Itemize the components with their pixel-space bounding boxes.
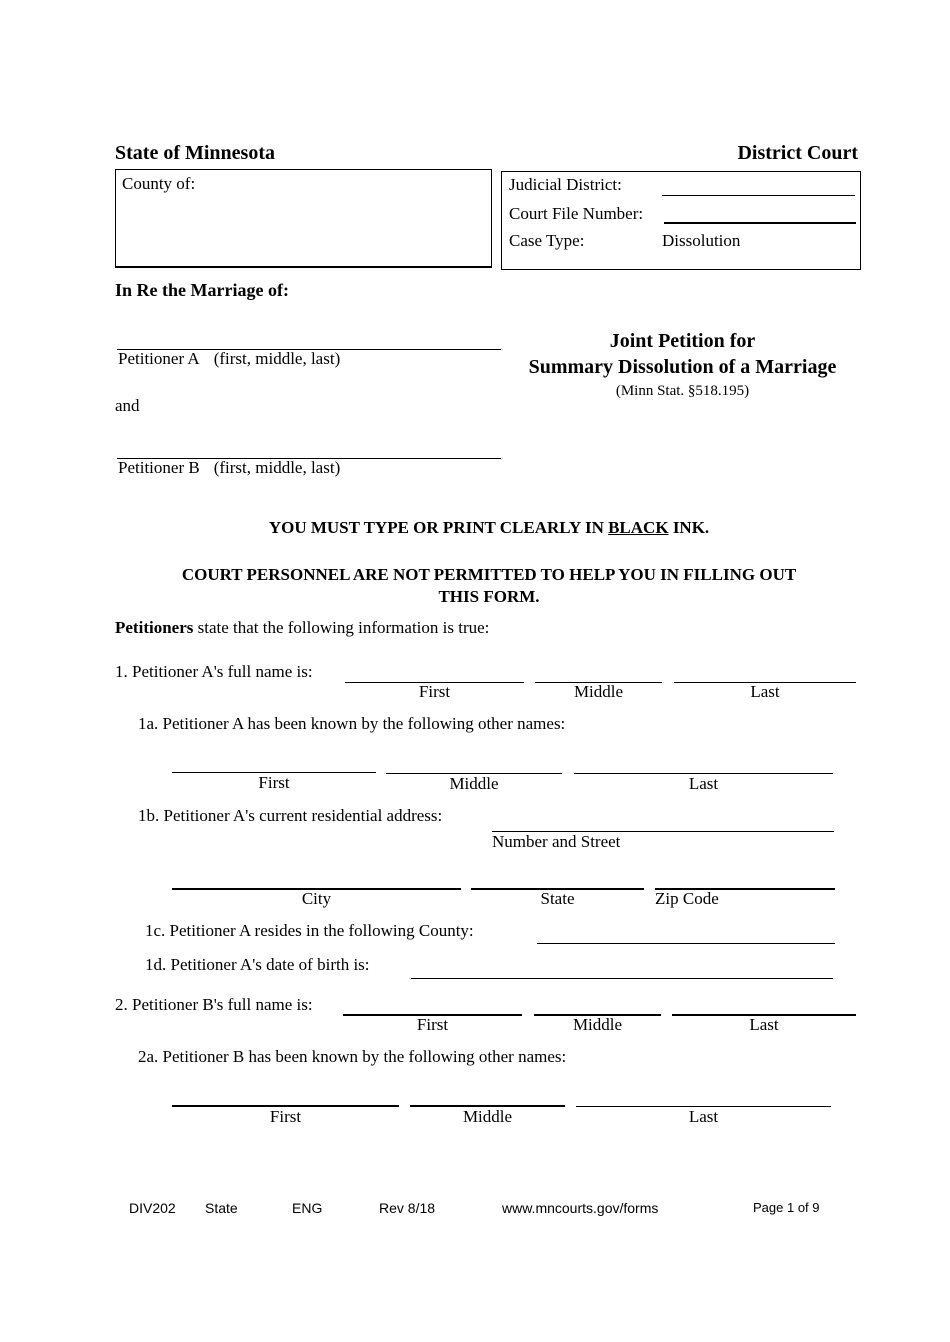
footer-language: ENG — [292, 1200, 323, 1216]
first-caption: First — [416, 1015, 449, 1034]
intro-bold: Petitioners — [115, 618, 194, 637]
petitioner-b-text: Petitioner B — [118, 458, 200, 477]
footer-page-number: Page 1 of 9 — [753, 1200, 820, 1215]
statute-citation: (Minn Stat. §518.195) — [615, 383, 750, 399]
first-caption: First — [418, 682, 451, 701]
court-heading: District Court — [737, 142, 858, 164]
last-caption: Last — [688, 1107, 719, 1126]
case-type-value: Dissolution — [662, 231, 741, 250]
middle-caption: Middle — [449, 774, 499, 793]
footer-state: State — [205, 1200, 238, 1216]
and-text: and — [115, 396, 140, 415]
last-caption: Last — [749, 1015, 779, 1034]
ink-notice-black: BLACK — [608, 518, 669, 537]
last-caption: Last — [688, 774, 719, 793]
item-1-label: 1. Petitioner A's full name is: — [115, 662, 313, 681]
county-box — [115, 169, 492, 268]
court-file-number-field[interactable] — [664, 222, 856, 224]
zip-caption: Zip Code — [655, 889, 719, 908]
personnel-notice-line1: COURT PERSONNEL ARE NOT PERMITTED TO HELP YOU IN FILLING OUT — [181, 565, 797, 584]
footer-revision: Rev 8/18 — [379, 1200, 436, 1216]
petitioner-a-label — [118, 349, 340, 369]
item-1b-label: 1b. Petitioner A's current residential address: — [138, 806, 443, 825]
petitioner-b-label — [118, 458, 340, 478]
item-2-label: 2. Petitioner B's full name is: — [115, 995, 313, 1014]
item-1d-label: 1d. Petitioner A's date of birth is: — [145, 955, 370, 974]
personnel-notice-line2: THIS FORM. — [438, 587, 540, 606]
item-2a-label: 2a. Petitioner B has been known by the following other names: — [138, 1047, 567, 1066]
last-caption: Last — [750, 682, 780, 701]
footer-form-code: DIV202 — [129, 1200, 176, 1216]
footer-url: www.mncourts.gov/forms — [502, 1200, 659, 1216]
middle-caption: Middle — [573, 682, 624, 701]
intro-rest: state that the following information is true: — [193, 618, 490, 637]
case-info-box — [501, 171, 861, 270]
in-re-heading: In Re the Marriage of: — [115, 280, 289, 300]
city-caption: City — [301, 889, 332, 908]
item-1c-label: 1c. Petitioner A resides in the following County: — [145, 921, 474, 940]
petitioner-a-dob-field[interactable] — [411, 978, 833, 979]
state-caption: State — [540, 889, 575, 908]
form-title-line2: Summary Dissolution of a Marriage — [528, 356, 837, 378]
petitioner-b-hint: (first, middle, last) — [213, 458, 341, 477]
form-title-line1: Joint Petition for — [609, 330, 756, 352]
middle-caption: Middle — [572, 1015, 623, 1034]
intro-statement — [115, 618, 489, 638]
ink-notice-before: YOU MUST TYPE OR PRINT CLEARLY IN — [268, 518, 609, 537]
number-street-caption: Number and Street — [492, 832, 621, 851]
petitioner-a-text: Petitioner A — [118, 349, 200, 368]
petitioner-a-county-field[interactable] — [537, 943, 835, 944]
county-label: County of: — [122, 174, 196, 193]
petitioner-a-hint: (first, middle, last) — [213, 349, 341, 368]
ink-notice-after: INK. — [668, 518, 710, 537]
case-type-label: Case Type: — [509, 231, 585, 250]
court-file-number-label: Court File Number: — [509, 204, 644, 223]
judicial-district-label: Judicial District: — [509, 175, 622, 194]
state-heading: State of Minnesota — [115, 142, 275, 164]
middle-caption: Middle — [462, 1107, 513, 1126]
first-caption: First — [269, 1107, 302, 1126]
judicial-district-field[interactable] — [662, 195, 855, 196]
first-caption: First — [258, 773, 290, 792]
black-ink-notice — [0, 518, 950, 538]
item-1a-label: 1a. Petitioner A has been known by the following other names: — [138, 714, 566, 733]
